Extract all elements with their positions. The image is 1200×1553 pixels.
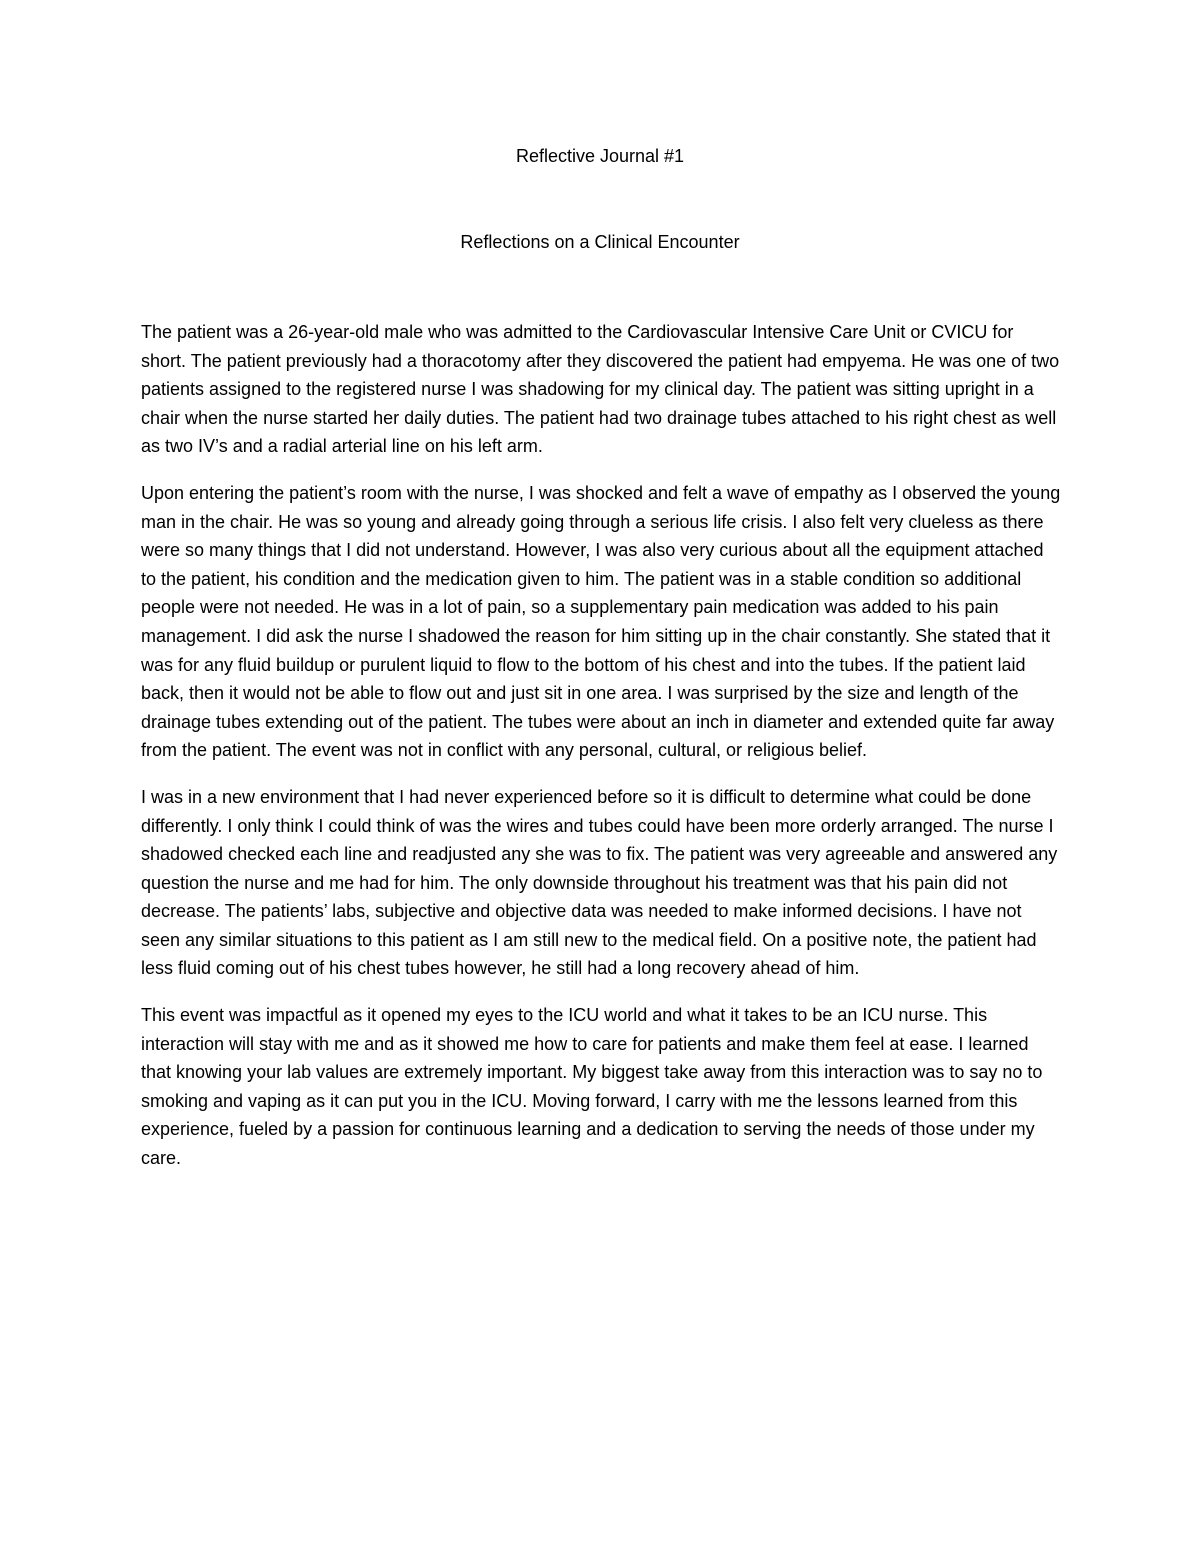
document-subtitle: Reflections on a Clinical Encounter [460,232,740,252]
paragraph-2: Upon entering the patient’s room with the nurse, I was shocked and felt a wave of empathy as I observed the young man in the chair. He was so young and already going through a serious life crisis. I also felt very clueless as there were so many things that I did not understand. However, I was also very curious about all the equipment attached to the patient, his condition and the medication given to him. The patient was in a stable condition so additional people were not needed. He was in a lot of pain, so a supplementary pain medication was added to his pain management. I did ask the nurse I shadowed the reason for him sitting up in the chair constantly. She stated that it was for any fluid buildup or purulent liquid to flow to the bottom of his chest and into the tubes. If the patient laid back, then it would not be able to flow out and just sit in one area. I was surprised by the size and length of the drainage tubes extending out of the patient. The tubes were about an inch in diameter and extended quite far away from the patient. The event was not in conflict with any personal, cultural, or religious belief. [141,482,1061,761]
document-body [141,318,1061,1191]
paragraph-4: This event was impactful as it opened my eyes to the ICU world and what it takes to be an ICU nurse. This interaction will stay with me and as it showed me how to care for patients and make them feel at ease. I learned that knowing your lab values are extremely important. My biggest take away from this interaction was to say no to smoking and vaping as it can put you in the ICU. Moving forward, I carry with me the lessons learned from this experience, fueled by a passion for continuous learning and a dedication to serving the needs of those under my care. [141,1005,1043,1169]
document-title: Reflective Journal #1 [515,146,685,166]
paragraph-1: The patient was a 26-year-old male who was admitted to the Cardiovascular Intensive Care Unit or CVICU for short. The patient previously had a thoracotomy after they discovered the patient had empyema. He was one of two patients assigned to the registered nurse I was shadowing for my clinical day. The patient was sitting upright in a chair when the nurse started her daily duties. The patient had two drainage tubes attached to his right chest as well as two IV’s and a radial arterial line on his left arm. [141,322,1060,457]
paragraph-3: I was in a new environment that I had never experienced before so it is difficult to determine what could be done differently. I only think I could think of was the wires and tubes could have been more orderly arranged. The nurse I shadowed checked each line and readjusted any she was to fix. The patient was very agreeable and answered any question the nurse and me had for him. The only downside throughout his treatment was that his pain did not decrease. The patients’ labs, subjective and objective data was needed to make informed decisions. I have not seen any similar situations to this patient as I am still new to the medical field. On a positive note, the patient had less fluid coming out of his chest tubes however, he still had a long recovery ahead of him. [141,786,1058,979]
